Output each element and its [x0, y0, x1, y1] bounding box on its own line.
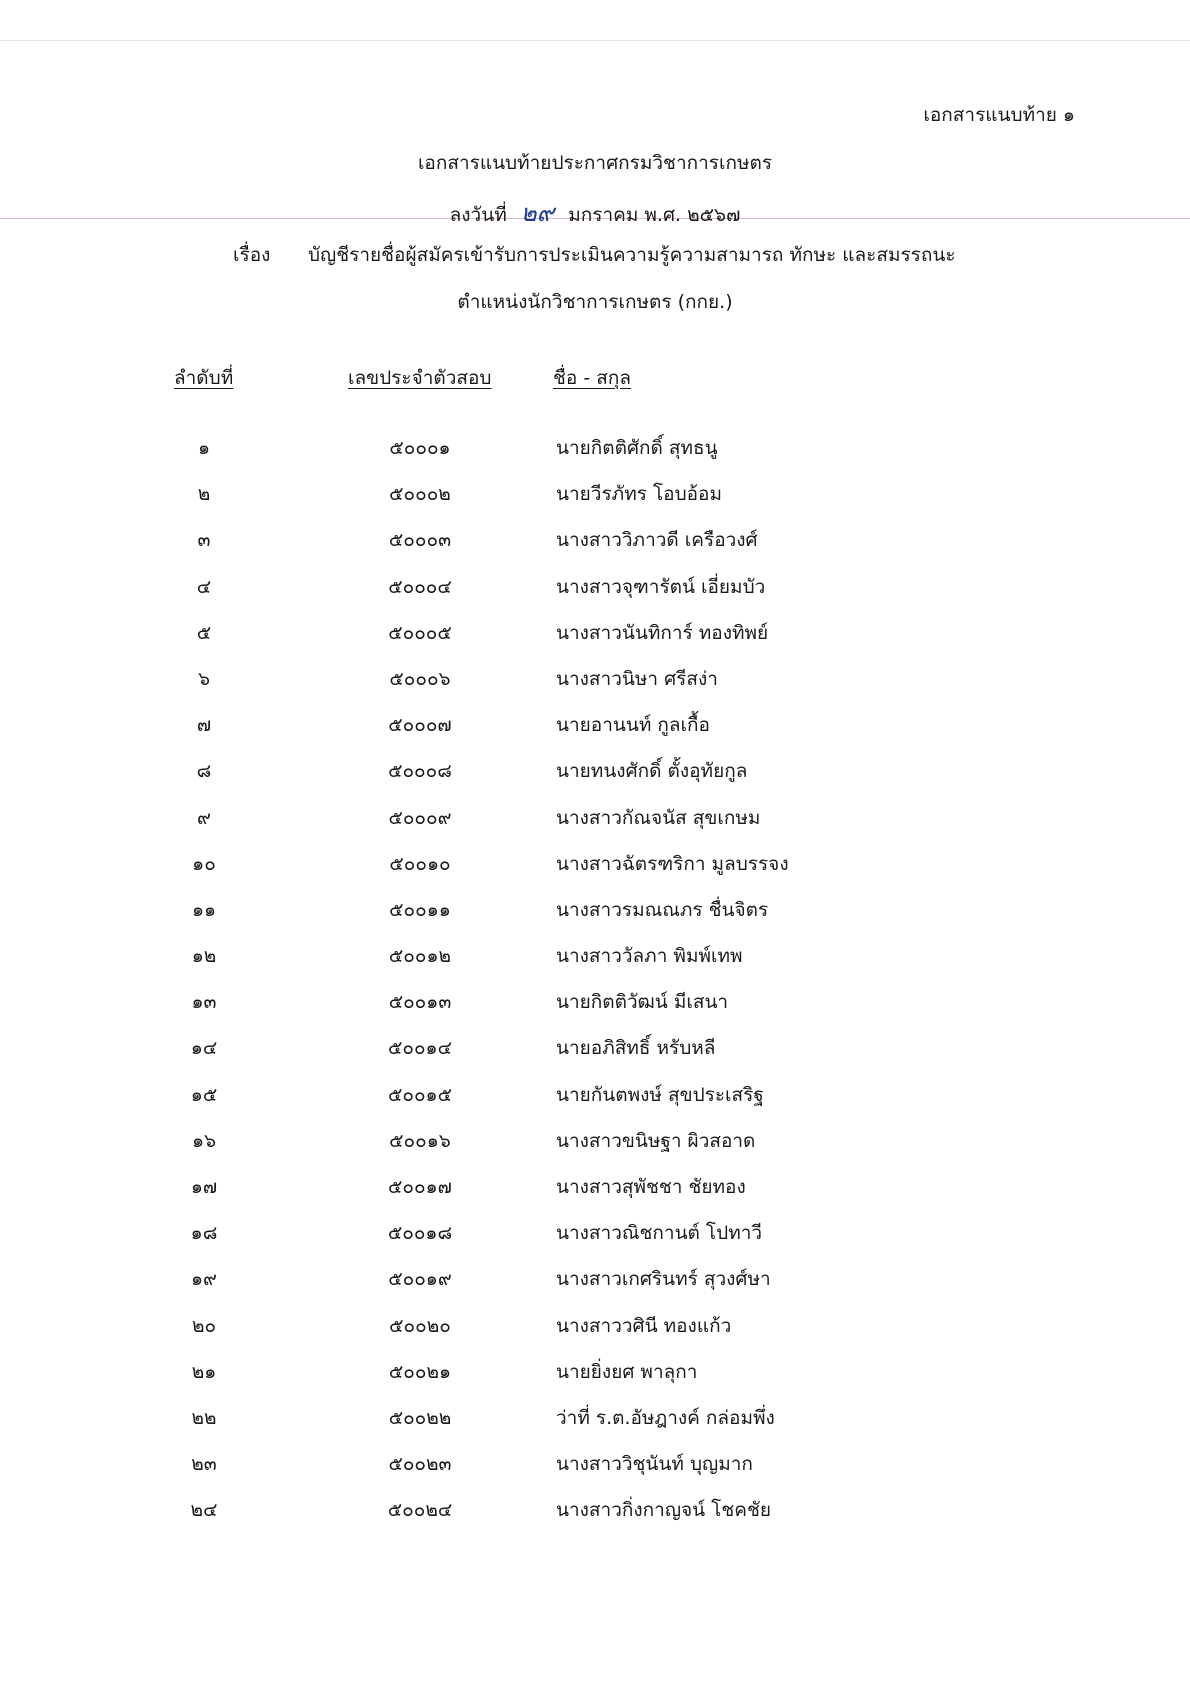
name-cell: นายกันตพงษ์ สุขประเสริฐ — [556, 1083, 764, 1106]
exam-id-cell: ๕๐๐๑๘ — [387, 1222, 453, 1245]
table-row — [0, 1033, 1190, 1079]
handwritten-day: ๒๙ — [520, 199, 555, 227]
name-cell: นางสาวนิษา ศรีสง่า — [556, 667, 718, 690]
table-row — [0, 433, 1190, 479]
name-cell: นางสาวกัณจนัส สุขเกษม — [556, 806, 761, 829]
table-row — [0, 618, 1190, 664]
column-header-order: ลำดับที่ — [174, 367, 234, 389]
subject-text: บัญชีรายชื่อผู้สมัครเข้ารับการประเมินความรู้ความสามารถ ทักษะ และสมรรถนะ — [308, 244, 956, 266]
table-row — [0, 479, 1190, 525]
exam-id-cell: ๕๐๐๑๖ — [389, 1129, 451, 1152]
table-row — [0, 1080, 1190, 1126]
table-row — [0, 849, 1190, 895]
exam-id-cell: ๕๐๐๐๖ — [389, 667, 451, 690]
table-row — [0, 803, 1190, 849]
name-cell: นางสาวรมณณภร ชื่นจิตร — [556, 898, 769, 921]
name-cell: นายกิตติศักดิ์ สุทธนู — [556, 437, 718, 459]
order-cell: ๑๙ — [191, 1268, 217, 1291]
name-cell: นางสาวขนิษฐา ผิวสอาด — [556, 1129, 756, 1152]
table-row — [0, 1357, 1190, 1403]
order-cell: ๓ — [197, 529, 211, 552]
order-cell: ๙ — [197, 806, 211, 829]
order-cell: ๑ — [197, 437, 211, 459]
exam-id-cell: ๕๐๐๐๑ — [389, 437, 451, 459]
column-header-exam-id: เลขประจำตัวสอบ — [348, 367, 492, 389]
order-cell: ๔ — [196, 575, 212, 598]
table-row — [0, 1495, 1190, 1541]
exam-id-cell: ๕๐๐๐๒ — [389, 483, 451, 506]
order-cell: ๑๔ — [190, 1037, 218, 1060]
name-cell: นายอภิสิทธิ์ หรับหลี — [556, 1037, 716, 1060]
exam-id-cell: ๕๐๐๐๔ — [388, 575, 452, 598]
order-cell: ๒๔ — [190, 1499, 218, 1522]
name-cell: นางสาววิชุนันท์ บุญมาก — [556, 1453, 753, 1476]
order-cell: ๑๗ — [190, 1176, 218, 1198]
candidate-list — [0, 433, 1190, 1542]
document-title: เอกสารแนบท้ายประกาศกรมวิชาการเกษตร — [417, 152, 773, 174]
table-row — [0, 572, 1190, 618]
table-row — [0, 1264, 1190, 1310]
exam-id-cell: ๕๐๐๑๔ — [387, 1037, 452, 1060]
order-cell: ๑๓ — [191, 991, 217, 1014]
name-cell: นางสาววศินี ทองแก้ว — [556, 1314, 732, 1337]
name-cell: นางสาวจุฑารัตน์ เอี่ยมบัว — [556, 575, 766, 598]
name-cell: นายกิตติวัฒน์ มีเสนา — [556, 991, 729, 1014]
name-cell: นายทนงศักดิ์ ตั้งอุทัยกูล — [556, 760, 748, 783]
table-row — [0, 1218, 1190, 1264]
exam-id-cell: ๕๐๐๒๓ — [388, 1453, 452, 1476]
table-row — [0, 710, 1190, 756]
exam-id-cell: ๕๐๐๑๓ — [388, 991, 452, 1014]
exam-id-cell: ๕๐๐๑๐ — [389, 852, 451, 875]
order-cell: ๒ — [197, 483, 211, 506]
table-row — [0, 1172, 1190, 1218]
order-cell: ๒๒ — [191, 1406, 217, 1429]
date-rest: มกราคม พ.ศ. ๒๕๖๗ — [568, 204, 741, 226]
exam-id-cell: ๕๐๐๐๙ — [388, 806, 452, 829]
exam-id-cell: ๕๐๐๑๕ — [387, 1083, 452, 1106]
annex-label: เอกสารแนบท้าย ๑ — [923, 104, 1075, 126]
date-line — [0, 193, 1190, 232]
order-cell: ๑๕ — [190, 1083, 218, 1106]
name-cell: นางสาวณิชกานต์ โปทาวี — [556, 1222, 763, 1245]
exam-id-cell: ๕๐๐๒๐ — [389, 1314, 451, 1337]
column-header-name: ชื่อ - สกุล — [553, 367, 631, 389]
name-cell: นายยิ่งยศ พาลุกา — [556, 1360, 698, 1383]
exam-id-cell: ๕๐๐๑๑ — [389, 898, 451, 921]
exam-id-cell: ๕๐๐๒๒ — [388, 1406, 452, 1429]
exam-id-cell: ๕๐๐๐๗ — [388, 714, 452, 737]
name-cell: นางสาววิภาวดี เครือวงศ์ — [556, 529, 758, 552]
name-cell: นางสาวกิ่งกาญจน์ โชคชัย — [556, 1499, 772, 1522]
subject-label: เรื่อง — [233, 244, 271, 266]
position-line: ตำแหน่งนักวิชาการเกษตร (กกย.) — [457, 291, 733, 313]
table-row — [0, 941, 1190, 987]
exam-id-cell: ๕๐๐๑๙ — [388, 1268, 452, 1291]
name-cell: นายอานนท์ กูลเกื้อ — [556, 714, 710, 737]
order-cell: ๘ — [196, 760, 212, 783]
date-prefix: ลงวันที่ — [449, 204, 507, 226]
exam-id-cell: ๕๐๐๐๓ — [388, 529, 452, 552]
exam-id-cell: ๕๐๐๒๔ — [387, 1499, 453, 1522]
order-cell: ๑๘ — [190, 1222, 218, 1245]
name-cell: นางสาวนันทิการ์ ทองทิพย์ — [556, 621, 769, 644]
table-row — [0, 1449, 1190, 1495]
table-row — [0, 664, 1190, 710]
name-cell: นางสาวสุพัชชา ชัยทอง — [556, 1176, 746, 1198]
exam-id-cell: ๕๐๐๐๘ — [388, 760, 452, 783]
order-cell: ๗ — [196, 714, 212, 737]
exam-id-cell: ๕๐๐๑๒ — [388, 945, 452, 968]
name-cell: ว่าที่ ร.ต.อัษฎางค์ กล่อมพึ่ง — [556, 1406, 775, 1429]
name-cell: นางสาวเกศรินทร์ สุวงศ์ษา — [556, 1268, 771, 1291]
order-cell: ๑๑ — [191, 898, 217, 921]
name-cell: นางสาววัลภา พิมพ์เทพ — [556, 945, 743, 968]
table-row — [0, 1311, 1190, 1357]
page-top-rule — [0, 40, 1190, 41]
order-cell: ๒๓ — [191, 1453, 217, 1476]
order-cell: ๕ — [196, 621, 212, 644]
exam-id-cell: ๕๐๐๒๑ — [388, 1360, 452, 1383]
table-row — [0, 756, 1190, 802]
order-cell: ๑๒ — [191, 945, 217, 968]
name-cell: นายวีรภัทร โอบอ้อม — [556, 483, 722, 506]
order-cell: ๒๐ — [191, 1314, 217, 1337]
table-row — [0, 1126, 1190, 1172]
order-cell: ๑๐ — [192, 852, 216, 875]
name-cell: นางสาวฉัตรฑริกา มูลบรรจง — [556, 852, 789, 875]
exam-id-cell: ๕๐๐๑๗ — [388, 1176, 452, 1198]
order-cell: ๖ — [197, 667, 211, 690]
order-cell: ๑๖ — [191, 1129, 217, 1152]
table-row — [0, 895, 1190, 941]
table-row — [0, 987, 1190, 1033]
table-row — [0, 525, 1190, 571]
exam-id-cell: ๕๐๐๐๕ — [388, 621, 452, 644]
order-cell: ๒๑ — [191, 1360, 217, 1383]
table-row — [0, 1403, 1190, 1449]
